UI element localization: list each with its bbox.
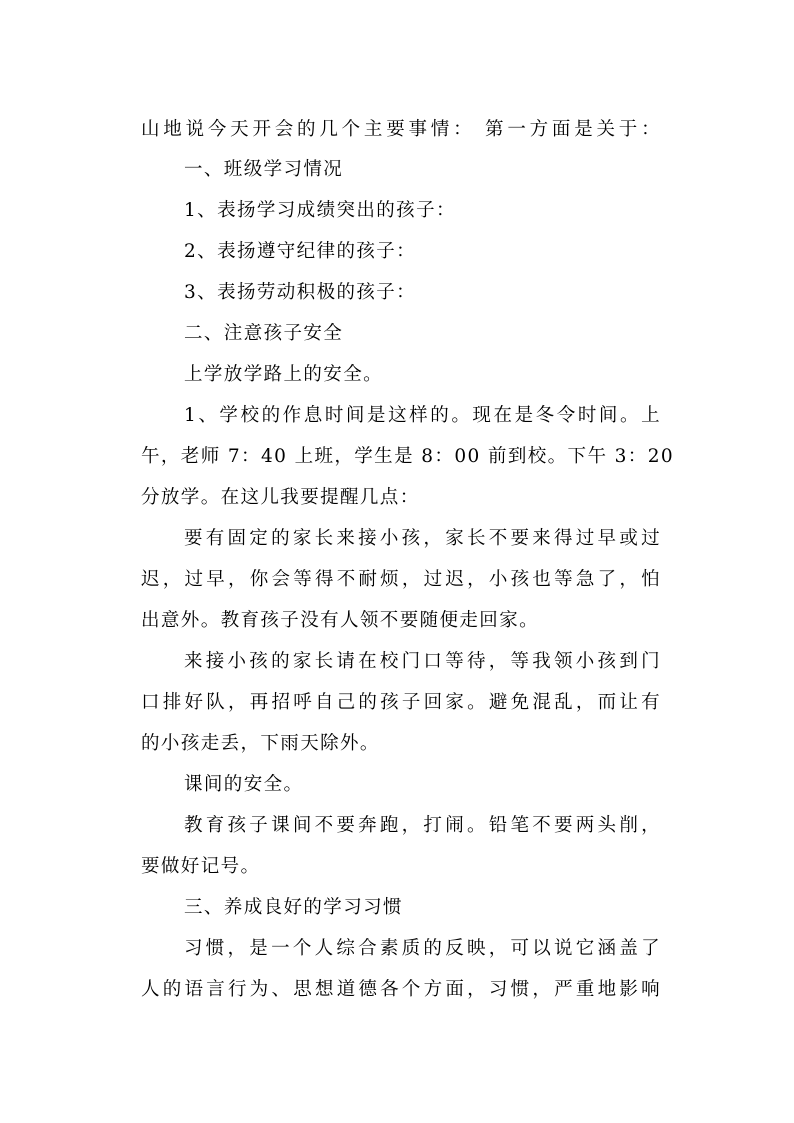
text-line: 3、表扬劳动积极的孩子： (184, 282, 417, 303)
text-line: 习惯，是一个人综合素质的反映，可以说它涵盖了 (184, 938, 661, 959)
text-line: 2、表扬遵守纪律的孩子： (184, 241, 417, 262)
text-line: 要做好记号。 (141, 856, 261, 877)
section-heading: 三、养成良好的学习习惯 (184, 897, 403, 918)
text-line: 上学放学路上的安全。 (184, 364, 384, 385)
text-line: 山地说今天开会的几个主要事情： 第一方面是关于： (141, 119, 661, 140)
text-line: 人的语言行为、思想道德各个方面，习惯，严重地影响 (141, 979, 661, 1000)
section-heading: 一、班级学习情况 (184, 159, 344, 180)
text-line: 迟，过早，你会等得不耐烦，过迟，小孩也等急了，怕 (141, 569, 661, 590)
text-line: 要有固定的家长来接小孩，家长不要来得过早或过 (184, 528, 661, 549)
text-line: 出意外。教育孩子没有人领不要随便走回家。 (141, 610, 540, 631)
text-line: 课间的安全。 (184, 774, 304, 795)
text-line: 的小孩走丢，下雨天除外。 (141, 733, 380, 754)
text-line: 午，老师 7：40 上班，学生是 8：00 前到校。下午 3：20 (141, 446, 675, 467)
text-line: 教育孩子课间不要奔跑，打闹。铅笔不要两头削， (184, 815, 661, 836)
text-line: 1、学校的作息时间是这样的。现在是冬令时间。上 (184, 405, 661, 426)
text-line: 分放学。在这儿我要提醒几点： (141, 487, 420, 508)
text-line: 来接小孩的家长请在校门口等待，等我领小孩到门 (184, 651, 661, 672)
text-line: 1、表扬学习成绩突出的孩子： (184, 200, 456, 221)
section-heading: 二、注意孩子安全 (184, 323, 344, 344)
text-line: 口排好队，再招呼自己的孩子回家。避免混乱，而让有 (141, 692, 661, 713)
